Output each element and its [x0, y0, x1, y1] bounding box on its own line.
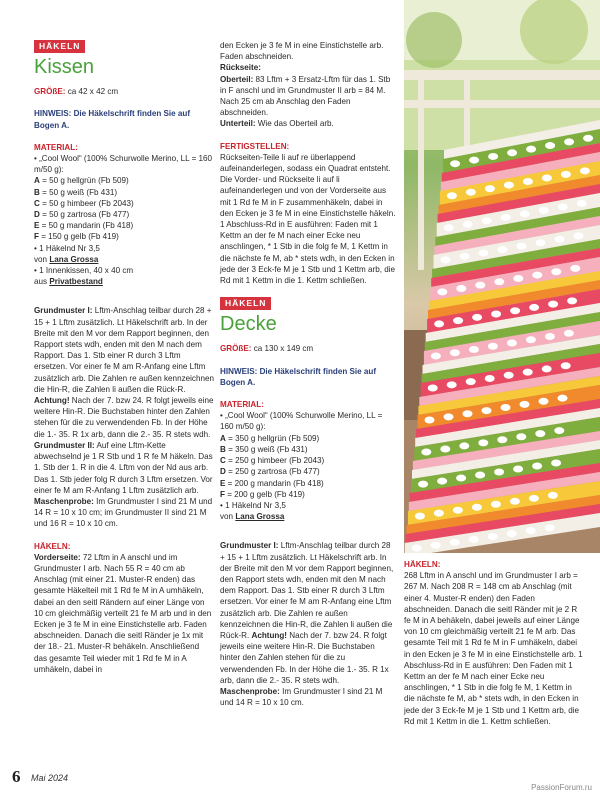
- blanket-shell: [482, 407, 492, 414]
- blanket-shell: [574, 232, 584, 239]
- blanket-shell: [567, 297, 577, 304]
- blanket-shell: [542, 365, 552, 372]
- color-item: C = 50 g himbeer (Fb 2043): [34, 198, 134, 208]
- blanket-shell: [444, 224, 454, 231]
- blanket-shell: [494, 469, 504, 476]
- continued-text: den Ecken je 3 fe M in eine Einstichstelle arb. Faden abschneiden.: [220, 41, 384, 62]
- blanket-shell: [475, 472, 485, 479]
- issue-date: Mai 2024: [31, 773, 69, 783]
- blanket-shell: [529, 304, 539, 311]
- blanket-shell: [450, 160, 460, 167]
- blanket-shell: [437, 478, 447, 485]
- blanket-shell: [529, 495, 539, 502]
- brand-line: von Lana Grossa: [34, 254, 99, 264]
- blanket-shell: [472, 504, 482, 511]
- blanket-shell: [434, 510, 444, 517]
- blanket-shell: [554, 427, 564, 434]
- blanket-shell: [447, 192, 457, 199]
- blanket-shell: [539, 207, 549, 214]
- hook-info: • 1 Häkelnd Nr 3,5: [34, 243, 100, 253]
- cushion-info: • 1 Innenkissen, 40 x 40 cm: [34, 266, 134, 276]
- maschenprobe-decke: Maschenprobe: Im Grundmuster I sind 21 M und 14 R = 10 x 10 cm.: [220, 686, 383, 708]
- blanket-shell: [558, 395, 568, 402]
- blanket-illustration: [404, 0, 600, 553]
- blanket-shell: [580, 167, 590, 174]
- blanket-shell: [459, 442, 469, 449]
- blanket-shell: [564, 330, 574, 337]
- grundmuster-2: Grundmuster II: Auf eine Lftm-Kette abwechselnd je 1 R Stb und 1 R fe M häkeln. Das 1. Stb der 1. R in die 4. Lftm von der Nd aus arb. Das 1. Stb jeder folg R durch 3 Lftm ersetzen. Vor einer fe M am R-Anfang 1 Lftm zusätzlich arb.: [34, 440, 213, 495]
- blanket-shell: [415, 513, 425, 520]
- yarn-info: • „Cool Wool“ (100% Schurwolle Merino, LL = 160 m/50 g):: [34, 154, 213, 175]
- blanket-shell: [551, 268, 561, 275]
- blanket-shell: [450, 349, 460, 356]
- blanket-shell: [501, 404, 511, 411]
- vorderseite: Vorderseite: 72 Lftm in A anschl und im Grundmuster I arb. Nach 55 R = 40 cm ab Anschlag (mit einer 21. Muster-R enden) das gesamte Häkelteil mit 1 Rd fe M in A umhäkeln, dabei an den seitl Rändern auf einer Länge von 10 cm gleichmäßig verteilt 21 fe M arb und in den Ecken je 3 fe M in eine Einstichstelle arb. Faden abschneiden. Danach die seitl Ränder je 1x mit der 18.- 21. Muster-R behäkeln. Anschließend das gesamte Teil wieder mit 1 Rd fe M in A umhäkeln, dabei in: [34, 552, 212, 674]
- source-line: aus Privatbestand: [34, 277, 103, 287]
- brand-line-decke: von Lana Grossa: [220, 512, 285, 522]
- blanket-shell: [469, 536, 479, 543]
- blanket-shell: [450, 539, 460, 546]
- haekeln-heading-decke: HÄKELN:: [404, 560, 441, 569]
- blanket-shell: [491, 311, 501, 318]
- blanket-shell: [510, 498, 520, 505]
- unterteil: Unterteil: Wie das Oberteil arb.: [220, 119, 334, 129]
- blanket-shell: [501, 214, 511, 221]
- grundmuster-1: Grundmuster I: Lftm-Anschlag teilbar durch 28 + 15 + 1 Lftm zusätzlich. Lt Häkelschrift arb. In der Breite mit den M vor dem Rapport beginnen, den Rapport stets wdh, enden mit den M nach dem Rapport. Das 1. Stb einer R durch 3 Lftm ersetzen. Vor einer fe M am R-Anfang eine Lftm zusätzlich arb. Die Zahlen re außen kennzeichnen die Hin-R, die Zahlen li außen die Rück-R. Achtung! Nach der 7. bzw 24. R folgt jeweils eine weitere Hin-R. Die Buchstaben hinter den Zahlen stehen für die zu verwendenden Fb. In der Höhe die 1.- 35. R 1x arb, dann die 2.- 35. R stets wdh.: [34, 306, 214, 439]
- blanket-shell: [520, 210, 530, 217]
- section-label: HÄKELN: [34, 40, 85, 53]
- hint: HINWEIS: Die Häkelschrift finden Sie auf Bogen A.: [34, 109, 191, 130]
- blanket-shell: [497, 436, 507, 443]
- blanket-shell: [485, 375, 495, 382]
- blanket-shell: [558, 203, 568, 210]
- page-number: 6: [12, 767, 21, 786]
- maschenprobe: Maschenprobe: Im Grundmuster I sind 21 M und 14 R = 10 x 10 cm; im Grundmuster II sind 21 M und 16 R = 10 x 10 cm.: [34, 496, 213, 529]
- material-heading: MATERIAL:: [34, 142, 78, 152]
- column-kissen: [34, 40, 214, 675]
- fertigstellen-text: Rückseiten-Teile li auf re überlappend aufeinanderlegen, sodass ein Quadrat entsteht. Die Vorder- und Rückseite li auf li aufeinanderlegen und von der Vorderseite aus mit 1 Rd fe M in F zusammenhäkeln, dabei in den Ecken je 3 fe M in eine Einstichstelle häkeln. 1 Abschluss-Rd in E ausführen: Faden mit 1 Kettm an der fe M nach einer Ecke neu anschlingen, * 1 Stb in die folg fe M, 1 Kettm in die nächste fe M, ab * stets wdh, in den Ecken in jede der 3 Eck-fe M je 1 Stb und 1 Kettm arb, die Rd mit 1 Kettm in die 1. Kettm schließen.: [220, 152, 396, 286]
- blanket-shell: [469, 346, 479, 353]
- blanket-shell: [577, 200, 587, 207]
- blanket-shell: [523, 369, 533, 376]
- blanket-shell: [504, 182, 514, 189]
- blanket-shell: [523, 178, 533, 185]
- blanket-shell: [526, 146, 536, 153]
- haekeln-text-decke: 268 Lftm in A anschl und im Grundmuster I arb = 267 M. Nach 208 R = 148 cm ab Anschlag (mit einer 4. Muster-R enden) den Faden abschneiden. Danach die seitl Ränder mit je 2 R fe M in A behäkeln, dabei jeweils auf einer Länge von 10 cm gleichmäßig verteilt 21 fe M arb. Das gesamte Teil mit 1 Rd fe M in F umhäkeln, dabei in den Ecken je 3 fe M in eine Einstichstelle arb. 1 Abschluss-Rd in E ausführen: Den Faden mit 1 Kettm an der fe M nach einer Ecke neu anschlingen, * 1 Stb in die folg fe M, 1 Kettm in die nächste fe M, ab * stets wdh, in den Ecken in jede der 3 Eck-fe M je 1 Stb und 1 Kettm arb, die Rd mit 1 Kettm in die 1. Kettm schließen.: [404, 571, 583, 726]
- blanket-shell: [545, 333, 555, 340]
- rueckseite-heading: Rückseite:: [220, 63, 261, 73]
- blanket-shell: [513, 275, 523, 282]
- blanket-shell: [507, 340, 517, 347]
- blanket-shell: [513, 466, 523, 473]
- blanket-shell: [561, 362, 571, 369]
- blanket-shell: [561, 171, 571, 178]
- blanket-shell: [444, 413, 454, 420]
- color-item: F = 200 g gelb (Fb 419): [220, 489, 305, 499]
- blanket-shell: [479, 249, 489, 256]
- blanket-shell: [425, 417, 435, 424]
- blanket-shell: [539, 398, 549, 405]
- color-item: E = 50 g mandarin (Fb 418): [34, 221, 134, 231]
- blanket-shell: [498, 246, 508, 253]
- blanket-shell: [516, 433, 526, 440]
- hint-decke: HINWEIS: Die Häkelschrift finden Sie auf Bogen A.: [220, 366, 377, 387]
- blanket-shell: [548, 301, 558, 308]
- blanket-shell: [507, 149, 517, 156]
- blanket-shell: [532, 462, 542, 469]
- blanket-shell: [507, 530, 517, 537]
- blanket-stripes: [405, 120, 600, 553]
- grundmuster-1-decke: Grundmuster I: Lftm-Anschlag teilbar durch 28 + 15 + 1 Lftm zusätzlich. Lt Häkelschrift arb. In der Breite mit den M vor dem Rapport beginnen, den Rapport stets wdh, enden mit den M nach dem Rapport. Das 1. Stb einer R durch 3 Lftm ersetzen. Vor einer fe M am R-Anfang eine Lftm zusätzlich arb. Die Zahlen re außen kennzeichnen die Hin-R, die Zahlen li außen die Rück-R. Achtung! Nach der 7. bzw 24. R folgt jeweils eine weitere Hin-R. Die Buchstaben hinter den Zahlen stehen für die zu verwendenden Fb. In der Höhe die 1.- 35. R 1x arb, dann die 2.- 35. R stets wdh.: [220, 541, 394, 685]
- size-line: GRÖßE: ca 42 x 42 cm: [34, 87, 119, 97]
- color-item: C = 250 g himbeer (Fb 2043): [220, 456, 325, 466]
- color-item: E = 200 g mandarin (Fb 418): [220, 478, 324, 488]
- blanket-shell: [475, 282, 485, 289]
- blanket-shell: [466, 189, 476, 196]
- yarn-info-decke: • „Cool Wool“ (100% Schurwolle Merino, LL = 160 m/50 g):: [220, 411, 383, 432]
- haekeln-heading: HÄKELN:: [34, 541, 71, 551]
- blanket-shell: [472, 314, 482, 321]
- blanket-shell: [545, 142, 555, 149]
- blanket-shell: [463, 410, 473, 417]
- blanket-shell: [535, 430, 545, 437]
- blanket-shell: [447, 381, 457, 388]
- blanket-shell: [440, 445, 450, 452]
- pattern-title-decke: Decke: [220, 313, 277, 336]
- blanket-shell: [494, 278, 504, 285]
- color-item: A = 50 g hellgrün (Fb 509): [34, 176, 129, 186]
- blanket-shell: [485, 185, 495, 192]
- blanket-shell: [463, 221, 473, 228]
- blanket-shell: [555, 236, 565, 243]
- blanket-shell: [526, 336, 536, 343]
- blanket-shell: [441, 256, 451, 263]
- blanket-shell: [453, 507, 463, 514]
- blanket-shell: [517, 243, 527, 250]
- blanket-shell: [466, 378, 476, 385]
- size-line-decke: GRÖßE: ca 130 x 149 cm: [220, 344, 314, 354]
- blanket-shell: [488, 153, 498, 160]
- blanket-shell: [526, 527, 536, 534]
- color-item: B = 350 g weiß (Fb 431): [220, 444, 308, 454]
- blanket-shell: [545, 524, 555, 531]
- blanket-shell: [453, 317, 463, 324]
- blanket-shell: [418, 481, 428, 488]
- blanket-shell: [460, 253, 470, 260]
- blanket-shell: [431, 352, 441, 359]
- oberteil: Oberteil: 83 Lftm + 3 Ersatz-Lftm für das 1. Stb in F anschl und im Grundmuster II arb = 84 M. Nach 25 cm ab Anschlag den Faden abschneiden.: [220, 74, 391, 118]
- color-item: D = 250 g zartrosa (Fb 477): [220, 467, 320, 477]
- blanket-shell: [504, 372, 514, 379]
- color-item: D = 50 g zartrosa (Fb 477): [34, 210, 130, 220]
- color-list: [34, 175, 214, 242]
- blanket-shell: [583, 135, 593, 142]
- blanket-photo: [404, 0, 600, 553]
- watermark: PassionForum.ru: [531, 783, 592, 792]
- blanket-shell: [564, 138, 574, 145]
- blanket-shell: [456, 285, 466, 292]
- pattern-title: Kissen: [34, 56, 95, 79]
- blanket-shell: [412, 545, 422, 552]
- blanket-shell: [570, 265, 580, 272]
- column-decke-haekeln: [404, 559, 584, 727]
- hook-info-decke: • 1 Häkelnd Nr 3,5: [220, 500, 286, 510]
- color-item: A = 350 g hellgrün (Fb 509): [220, 433, 320, 443]
- blanket-shell: [431, 542, 441, 549]
- column-middle: [220, 40, 396, 708]
- blanket-shell: [551, 459, 561, 466]
- blanket-shell: [456, 475, 466, 482]
- blanket-shell: [520, 401, 530, 408]
- blanket-shell: [434, 320, 444, 327]
- blanket-shell: [548, 492, 558, 499]
- blanket-shell: [491, 501, 501, 508]
- material-heading-decke: MATERIAL:: [220, 400, 264, 410]
- section-label-decke: HÄKELN: [220, 297, 271, 310]
- fertigstellen-heading: FERTIGSTELLEN:: [220, 141, 290, 151]
- blanket-shell: [478, 439, 488, 446]
- blanket-shell: [482, 217, 492, 224]
- blanket-shell: [428, 384, 438, 391]
- blanket-shell: [437, 288, 447, 295]
- blanket-shell: [510, 307, 520, 314]
- blanket-shell: [488, 343, 498, 350]
- color-item: F = 150 g gelb (Fb 419): [34, 232, 119, 242]
- blanket-shell: [542, 174, 552, 181]
- blanket-shell: [532, 272, 542, 279]
- color-item: B = 50 g weiß (Fb 431): [34, 187, 118, 197]
- blanket-shell: [536, 239, 546, 246]
- blanket-shell: [421, 449, 431, 456]
- color-list-decke: [220, 433, 396, 500]
- blanket-shell: [469, 157, 479, 164]
- blanket-shell: [488, 533, 498, 540]
